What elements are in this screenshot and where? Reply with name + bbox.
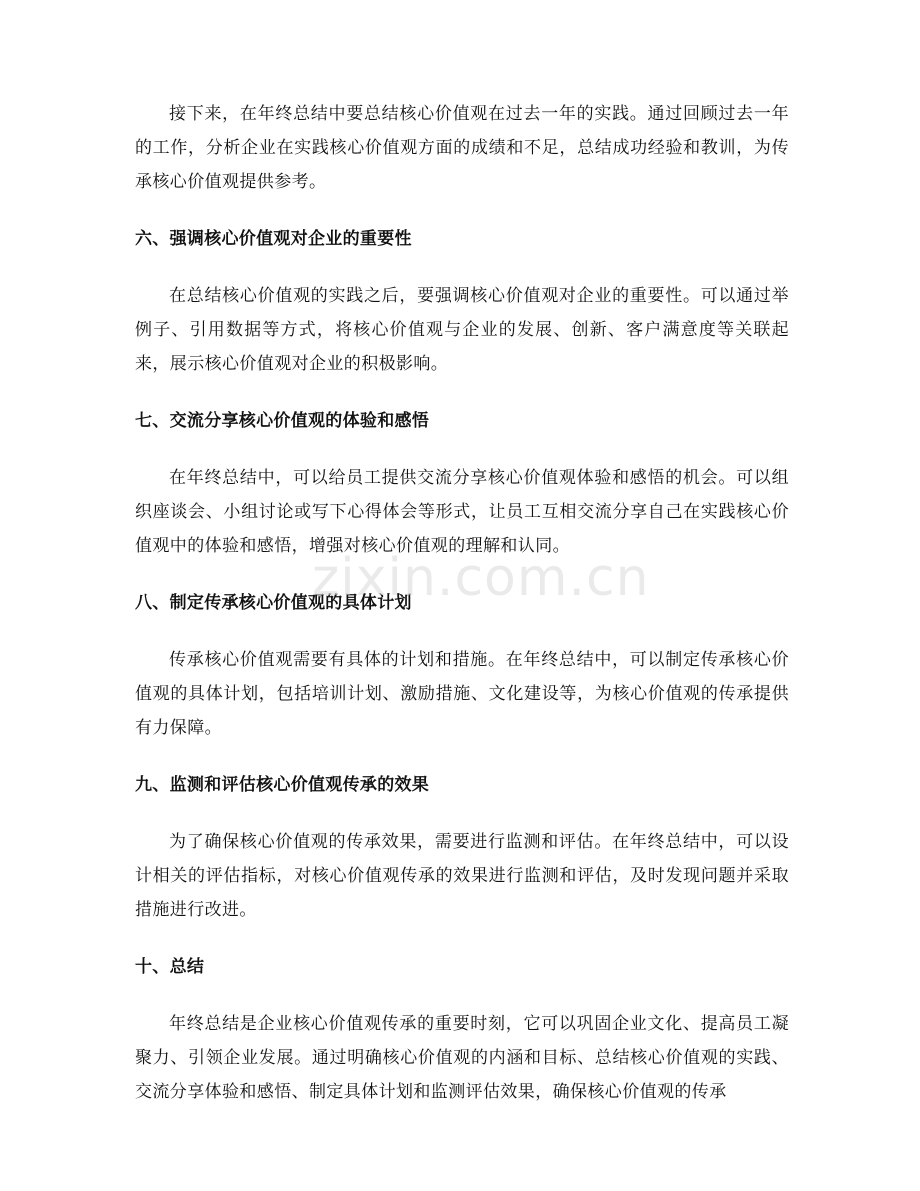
paragraph-conclusion: 年终总结是企业核心价值观传承的重要时刻，它可以巩固企业文化、提高员工凝聚力、引领企业发展。通过明确核心价值观的内涵和目标、总结核心价值观的实践、交流分享体验和感悟、制定具体计划和监测评估效果，确保核心价值观的传承 — [135, 1014, 789, 1102]
document-body — [135, 97, 789, 1132]
watermark: zixin.com.cn — [312, 548, 650, 608]
heading-ten: 十、总结 — [135, 957, 205, 977]
paragraph-importance: 在总结核心价值观的实践之后，要强调核心价值观对企业的重要性。可以通过举例子、引用数据等方式，将核心价值观与企业的发展、创新、客户满意度等关联起来，展示核心价值观对企业的积极影响。 — [135, 286, 789, 374]
paragraph-plan: 传承核心价值观需要有具体的计划和措施。在年终总结中，可以制定传承核心价值观的具体计划，包括培训计划、激励措施、文化建设等，为核心价值观的传承提供有力保障。 — [135, 650, 789, 738]
paragraph-sharing: 在年终总结中，可以给员工提供交流分享核心价值观体验和感悟的机会。可以组织座谈会、小组讨论或写下心得体会等形式，让员工互相交流分享自己在实践核心价值观中的体验和感悟，增强对核心价值观的理解和认同。 — [135, 468, 789, 556]
paragraph-practice-summary: 接下来，在年终总结中要总结核心价值观在过去一年的实践。通过回顾过去一年的工作，分析企业在实践核心价值观方面的成绩和不足，总结成功经验和教训，为传承核心价值观提供参考。 — [135, 104, 789, 192]
heading-seven: 七、交流分享核心价值观的体验和感悟 — [135, 411, 430, 431]
heading-six: 六、强调核心价值观对企业的重要性 — [135, 229, 412, 249]
heading-nine: 九、监测和评估核心价值观传承的效果 — [135, 775, 430, 795]
heading-eight: 八、制定传承核心价值观的具体计划 — [135, 593, 412, 613]
paragraph-evaluation: 为了确保核心价值观的传承效果，需要进行监测和评估。在年终总结中，可以设计相关的评估指标，对核心价值观传承的效果进行监测和评估，及时发现问题并采取措施进行改进。 — [135, 832, 789, 920]
